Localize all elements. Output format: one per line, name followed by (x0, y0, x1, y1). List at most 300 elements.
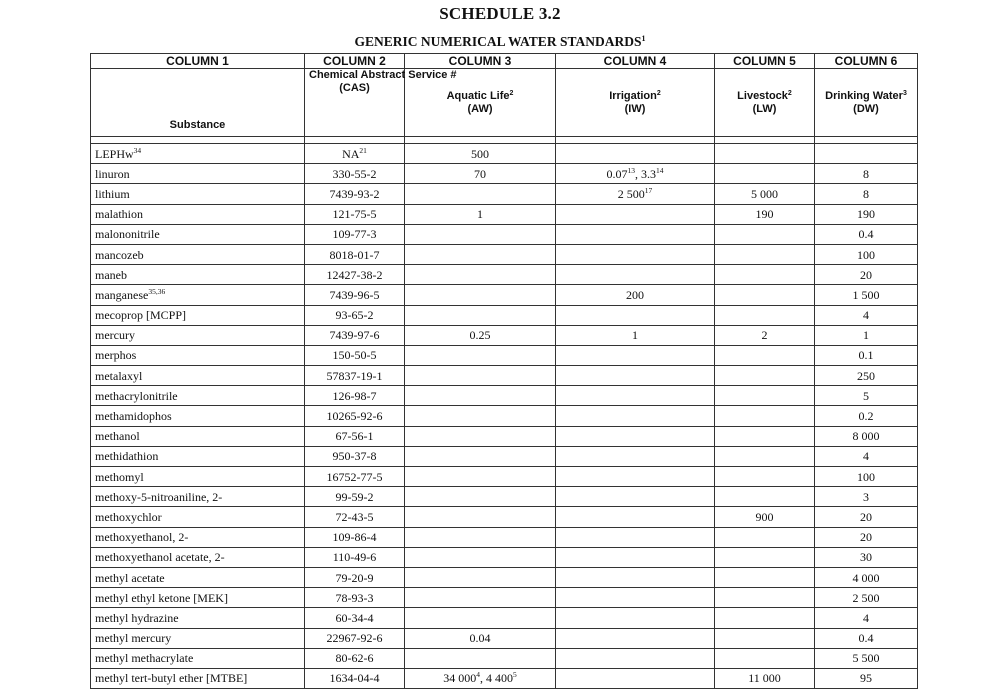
cell-aquatic-life (405, 527, 556, 547)
cell-value: 109-77-3 (332, 227, 377, 242)
cell-value: 0.25 (469, 328, 491, 343)
cell-substance (91, 305, 305, 325)
cell-livestock (715, 285, 815, 305)
cell-drinking-water (815, 144, 918, 164)
cell-value: 11 000 (748, 671, 781, 686)
cell-aquatic-life (405, 366, 556, 386)
cell-value: 126-98-7 (332, 388, 377, 403)
header-aw-abbrev: (AW) (467, 102, 493, 115)
cell-livestock (715, 325, 815, 345)
cell-value: 5 000 (751, 186, 778, 201)
table-row (91, 265, 918, 285)
cell-aquatic-life (405, 305, 556, 325)
cell-value: manganese (95, 287, 149, 302)
cell-drinking-water (815, 265, 918, 285)
cell-value: 95 (860, 671, 872, 686)
cell-substance (91, 244, 305, 264)
cell-value: 1 500 (852, 287, 880, 302)
header-substance-text: Substance (169, 118, 226, 131)
cell-drinking-water (815, 507, 918, 527)
cell-value: lithium (95, 186, 130, 201)
cell-irrigation (556, 648, 715, 668)
cell-value: 0.07 (606, 166, 628, 181)
cell-substance (91, 507, 305, 527)
cell-cas (305, 204, 405, 224)
cell-drinking-water (815, 386, 918, 406)
cell-drinking-water (815, 204, 918, 224)
cell-value: methyl methacrylate (95, 651, 194, 666)
cell-value: 57837-19-1 (326, 368, 383, 383)
cell-livestock (715, 265, 815, 285)
header-aw-text: Aquatic Life (446, 90, 510, 102)
cell-value: , 4 400 (480, 671, 513, 686)
table-row (91, 446, 918, 466)
cell-substance (91, 668, 305, 688)
table-row (91, 507, 918, 527)
cell-value: NA (342, 146, 360, 161)
cell-aquatic-life (405, 567, 556, 587)
cell-drinking-water (815, 325, 918, 345)
cell-aquatic-life (405, 406, 556, 426)
cell-irrigation (556, 527, 715, 547)
cell-substance (91, 204, 305, 224)
cell-drinking-water (815, 184, 918, 204)
cell-drinking-water (815, 285, 918, 305)
table-row (91, 608, 918, 628)
cell-drinking-water (815, 406, 918, 426)
cell-aquatic-life (405, 467, 556, 487)
cell-livestock (715, 446, 815, 466)
standards-rows (91, 144, 918, 689)
header-iw-text: Irrigation (609, 90, 657, 102)
cell-drinking-water (815, 608, 918, 628)
footnote-ref: 4 (476, 670, 480, 680)
cell-value: methidathion (95, 449, 159, 464)
column-header-row (91, 69, 918, 137)
cell-drinking-water (815, 628, 918, 648)
cell-value: 2 (761, 328, 768, 343)
cell-aquatic-life (405, 204, 556, 224)
cell-livestock (715, 386, 815, 406)
cell-value: 950-37-8 (332, 449, 377, 464)
cell-cas (305, 567, 405, 587)
footnote-ref: 13 (627, 165, 635, 175)
cell-livestock (715, 628, 815, 648)
cell-value: 0.4 (858, 631, 874, 646)
table-row (91, 285, 918, 305)
cell-value: 3 (863, 489, 869, 504)
cell-value: 110-49-6 (332, 550, 377, 565)
header-dw-footnote: 3 (902, 90, 907, 97)
cell-substance (91, 265, 305, 285)
cell-drinking-water (815, 547, 918, 567)
cell-value: methoxyethanol, 2- (95, 530, 189, 545)
cell-value: 100 (857, 247, 875, 262)
table-row (91, 244, 918, 264)
cell-value: 4 (863, 449, 869, 464)
cell-value: 330-55-2 (332, 166, 377, 181)
cell-irrigation (556, 588, 715, 608)
column-label-1: COLUMN 1 (91, 54, 305, 69)
cell-value: 190 (755, 207, 774, 222)
cell-value: methanol (95, 429, 140, 444)
cell-cas (305, 325, 405, 345)
footnote-ref: 21 (359, 145, 367, 155)
cell-drinking-water (815, 345, 918, 365)
table-row (91, 668, 918, 688)
spacer-cell (91, 137, 305, 144)
cell-value: 22967-92-6 (326, 631, 383, 646)
column-label-2: COLUMN 2 (305, 54, 405, 69)
cell-value: LEPHw (95, 146, 134, 161)
cell-aquatic-life (405, 224, 556, 244)
cell-irrigation (556, 628, 715, 648)
cell-irrigation (556, 204, 715, 224)
cell-cas (305, 648, 405, 668)
cell-cas (305, 285, 405, 305)
cell-cas (305, 668, 405, 688)
header-lw-footnote: 2 (787, 90, 792, 97)
cell-value: 12427-38-2 (326, 267, 383, 282)
spacer-cell (405, 137, 556, 144)
cell-value: mancozeb (95, 247, 144, 262)
cell-aquatic-life (405, 386, 556, 406)
cell-substance (91, 608, 305, 628)
cell-drinking-water (815, 567, 918, 587)
cell-cas (305, 446, 405, 466)
cell-livestock (715, 467, 815, 487)
cell-value: 78-93-3 (335, 590, 374, 605)
header-iw-abbrev: (IW) (624, 102, 646, 115)
spacer-cell (305, 137, 405, 144)
cell-drinking-water (815, 224, 918, 244)
cell-drinking-water (815, 305, 918, 325)
cell-value: 7439-93-2 (329, 186, 380, 201)
cell-drinking-water (815, 426, 918, 446)
cell-value: 60-34-4 (335, 610, 374, 625)
cell-value: 1 (477, 207, 483, 222)
cell-value: malathion (95, 207, 143, 222)
cell-livestock (715, 648, 815, 668)
cell-irrigation (556, 467, 715, 487)
cell-value: linuron (95, 166, 130, 181)
cell-value: , 3.3 (635, 166, 656, 181)
cell-value: 0.04 (469, 631, 491, 646)
table-row (91, 366, 918, 386)
cell-value: 34 000 (443, 671, 477, 686)
cell-value: methomyl (95, 469, 144, 484)
table-row (91, 426, 918, 446)
cell-aquatic-life (405, 184, 556, 204)
header-dw-text: Drinking Water (825, 90, 903, 102)
table-row (91, 305, 918, 325)
cell-value: methyl hydrazine (95, 610, 179, 625)
cell-irrigation (556, 285, 715, 305)
header-cas-abbrev: (CAS) (339, 81, 370, 94)
cell-substance (91, 164, 305, 184)
cell-livestock (715, 144, 815, 164)
cell-substance (91, 446, 305, 466)
cell-livestock (715, 204, 815, 224)
cell-drinking-water (815, 668, 918, 688)
cell-livestock (715, 406, 815, 426)
cell-cas (305, 487, 405, 507)
cell-value: merphos (95, 348, 137, 363)
cell-value: 0.2 (858, 409, 874, 424)
cell-livestock (715, 547, 815, 567)
cell-livestock (715, 588, 815, 608)
cell-value: 2 500 (617, 186, 645, 201)
cell-value: 30 (860, 550, 872, 565)
cell-value: 8 (863, 166, 869, 181)
column-label-5: COLUMN 5 (715, 54, 815, 69)
cell-livestock (715, 507, 815, 527)
cell-irrigation (556, 608, 715, 628)
header-cas (305, 69, 457, 137)
cell-drinking-water (815, 467, 918, 487)
table-row (91, 547, 918, 567)
cell-aquatic-life (405, 487, 556, 507)
column-number-row (91, 54, 918, 69)
cell-substance (91, 628, 305, 648)
cell-value: methamidophos (95, 409, 172, 424)
cell-value: 190 (857, 207, 875, 222)
cell-irrigation (556, 567, 715, 587)
cell-cas (305, 224, 405, 244)
cell-value: 79-20-9 (335, 570, 374, 585)
table-row (91, 588, 918, 608)
cell-value: mecoprop [MCPP] (95, 308, 186, 323)
cell-irrigation (556, 668, 715, 688)
cell-substance (91, 285, 305, 305)
cell-livestock (715, 224, 815, 244)
table-row (91, 487, 918, 507)
cell-value: 2 500 (852, 590, 880, 605)
cell-cas (305, 608, 405, 628)
cell-substance (91, 487, 305, 507)
cell-substance (91, 547, 305, 567)
cell-aquatic-life (405, 345, 556, 365)
cell-irrigation (556, 325, 715, 345)
cell-aquatic-life (405, 426, 556, 446)
cell-livestock (715, 608, 815, 628)
header-lw-abbrev: (LW) (752, 102, 777, 115)
table-row (91, 406, 918, 426)
cell-livestock (715, 184, 815, 204)
cell-cas (305, 527, 405, 547)
cell-drinking-water (815, 487, 918, 507)
table-row (91, 164, 918, 184)
cell-irrigation (556, 305, 715, 325)
cell-value: 5 500 (852, 651, 880, 666)
cell-drinking-water (815, 588, 918, 608)
footnote-ref: 5 (513, 670, 517, 680)
cell-irrigation (556, 406, 715, 426)
cell-aquatic-life (405, 588, 556, 608)
cell-drinking-water (815, 244, 918, 264)
table-row (91, 325, 918, 345)
cell-substance (91, 345, 305, 365)
cell-value: 200 (626, 287, 644, 302)
cell-substance (91, 467, 305, 487)
cell-value: malononitrile (95, 227, 160, 242)
table-row (91, 345, 918, 365)
cell-value: 5 (863, 388, 869, 403)
cell-livestock (715, 366, 815, 386)
cell-aquatic-life (405, 285, 556, 305)
header-lw-text: Livestock (737, 90, 788, 102)
cell-cas (305, 244, 405, 264)
cell-aquatic-life (405, 244, 556, 264)
water-standards-table (90, 53, 918, 689)
cell-cas (305, 406, 405, 426)
cell-value: maneb (95, 267, 127, 282)
cell-drinking-water (815, 446, 918, 466)
cell-cas (305, 366, 405, 386)
cell-irrigation (556, 366, 715, 386)
schedule-title: SCHEDULE 3.2 (439, 4, 561, 23)
cell-livestock (715, 244, 815, 264)
cell-value: 8018-01-7 (329, 247, 380, 262)
footnote-ref: 35,36 (148, 286, 166, 296)
cell-value: 900 (755, 509, 774, 524)
spacer-cell (715, 137, 815, 144)
cell-value: 67-56-1 (335, 429, 374, 444)
cell-irrigation (556, 426, 715, 446)
cell-cas (305, 144, 405, 164)
cell-value: 80-62-6 (335, 651, 374, 666)
cell-value: methacrylonitrile (95, 388, 178, 403)
cell-substance (91, 648, 305, 668)
cell-aquatic-life (405, 144, 556, 164)
cell-aquatic-life (405, 628, 556, 648)
table-row (91, 386, 918, 406)
table-row (91, 467, 918, 487)
cell-substance (91, 184, 305, 204)
cell-value: 1 (632, 328, 638, 343)
cell-irrigation (556, 224, 715, 244)
cell-cas (305, 588, 405, 608)
cell-value: 72-43-5 (335, 509, 374, 524)
cell-value: 250 (857, 368, 875, 383)
header-drinking-water (815, 69, 918, 137)
cell-aquatic-life (405, 507, 556, 527)
cell-livestock (715, 345, 815, 365)
table-row (91, 567, 918, 587)
column-label-4: COLUMN 4 (556, 54, 715, 69)
cell-livestock (715, 487, 815, 507)
cell-substance (91, 366, 305, 386)
cell-value: 20 (860, 267, 872, 282)
table-row (91, 184, 918, 204)
cell-substance (91, 588, 305, 608)
cell-value: methoxychlor (95, 509, 162, 524)
header-substance (91, 69, 305, 137)
cell-irrigation (556, 244, 715, 264)
cell-value: 7439-97-6 (329, 328, 380, 343)
cell-value: 4 (863, 308, 869, 323)
cell-value: 109-86-4 (332, 530, 377, 545)
cell-irrigation (556, 446, 715, 466)
table-row (91, 527, 918, 547)
header-cas-text: Chemical Abstract Service # (309, 69, 457, 81)
spacer-cell (556, 137, 715, 144)
cell-substance (91, 144, 305, 164)
cell-value: 10265-92-6 (326, 409, 383, 424)
cell-substance (91, 224, 305, 244)
cell-value: 20 (860, 509, 872, 524)
cell-livestock (715, 426, 815, 446)
cell-aquatic-life (405, 446, 556, 466)
cell-drinking-water (815, 527, 918, 547)
cell-value: methoxy-5-nitroaniline, 2- (95, 489, 223, 504)
cell-value: 99-59-2 (335, 489, 374, 504)
cell-irrigation (556, 265, 715, 285)
cell-aquatic-life (405, 164, 556, 184)
cell-substance (91, 406, 305, 426)
table-subtitle (0, 34, 1000, 50)
cell-value: 121-75-5 (332, 207, 377, 222)
cell-cas (305, 507, 405, 527)
footnote-ref: 14 (656, 165, 664, 175)
cell-aquatic-life (405, 265, 556, 285)
cell-livestock (715, 527, 815, 547)
table-row (91, 204, 918, 224)
cell-substance (91, 426, 305, 446)
cell-cas (305, 426, 405, 446)
cell-aquatic-life (405, 608, 556, 628)
cell-cas (305, 547, 405, 567)
header-spacer-row (91, 137, 918, 144)
cell-cas (305, 265, 405, 285)
cell-irrigation (556, 184, 715, 204)
cell-irrigation (556, 507, 715, 527)
cell-value: 1634-04-4 (329, 671, 380, 686)
cell-value: methyl acetate (95, 570, 165, 585)
cell-livestock (715, 305, 815, 325)
cell-value: mercury (95, 328, 135, 343)
cell-cas (305, 184, 405, 204)
cell-value: methyl mercury (95, 631, 172, 646)
cell-value: 100 (857, 469, 875, 484)
header-dw-abbrev: (DW) (853, 102, 879, 115)
cell-irrigation (556, 487, 715, 507)
cell-livestock (715, 164, 815, 184)
table-row (91, 224, 918, 244)
cell-aquatic-life (405, 668, 556, 688)
cell-value: 150-50-5 (332, 348, 377, 363)
column-label-3: COLUMN 3 (405, 54, 556, 69)
cell-value: 4 000 (852, 570, 880, 585)
header-irrigation (556, 69, 715, 137)
subtitle-text: GENERIC NUMERICAL WATER STANDARDS (354, 34, 642, 49)
cell-drinking-water (815, 366, 918, 386)
cell-aquatic-life (405, 547, 556, 567)
footnote-ref: 34 (133, 145, 142, 155)
cell-irrigation (556, 547, 715, 567)
cell-substance (91, 386, 305, 406)
subtitle-footnote: 1 (641, 34, 646, 43)
cell-value: 20 (860, 530, 872, 545)
cell-substance (91, 567, 305, 587)
header-aw-footnote: 2 (509, 90, 514, 97)
cell-cas (305, 305, 405, 325)
cell-irrigation (556, 164, 715, 184)
cell-substance (91, 527, 305, 547)
table-row (91, 628, 918, 648)
cell-value: 500 (471, 146, 489, 161)
cell-value: methoxyethanol acetate, 2- (95, 550, 225, 565)
